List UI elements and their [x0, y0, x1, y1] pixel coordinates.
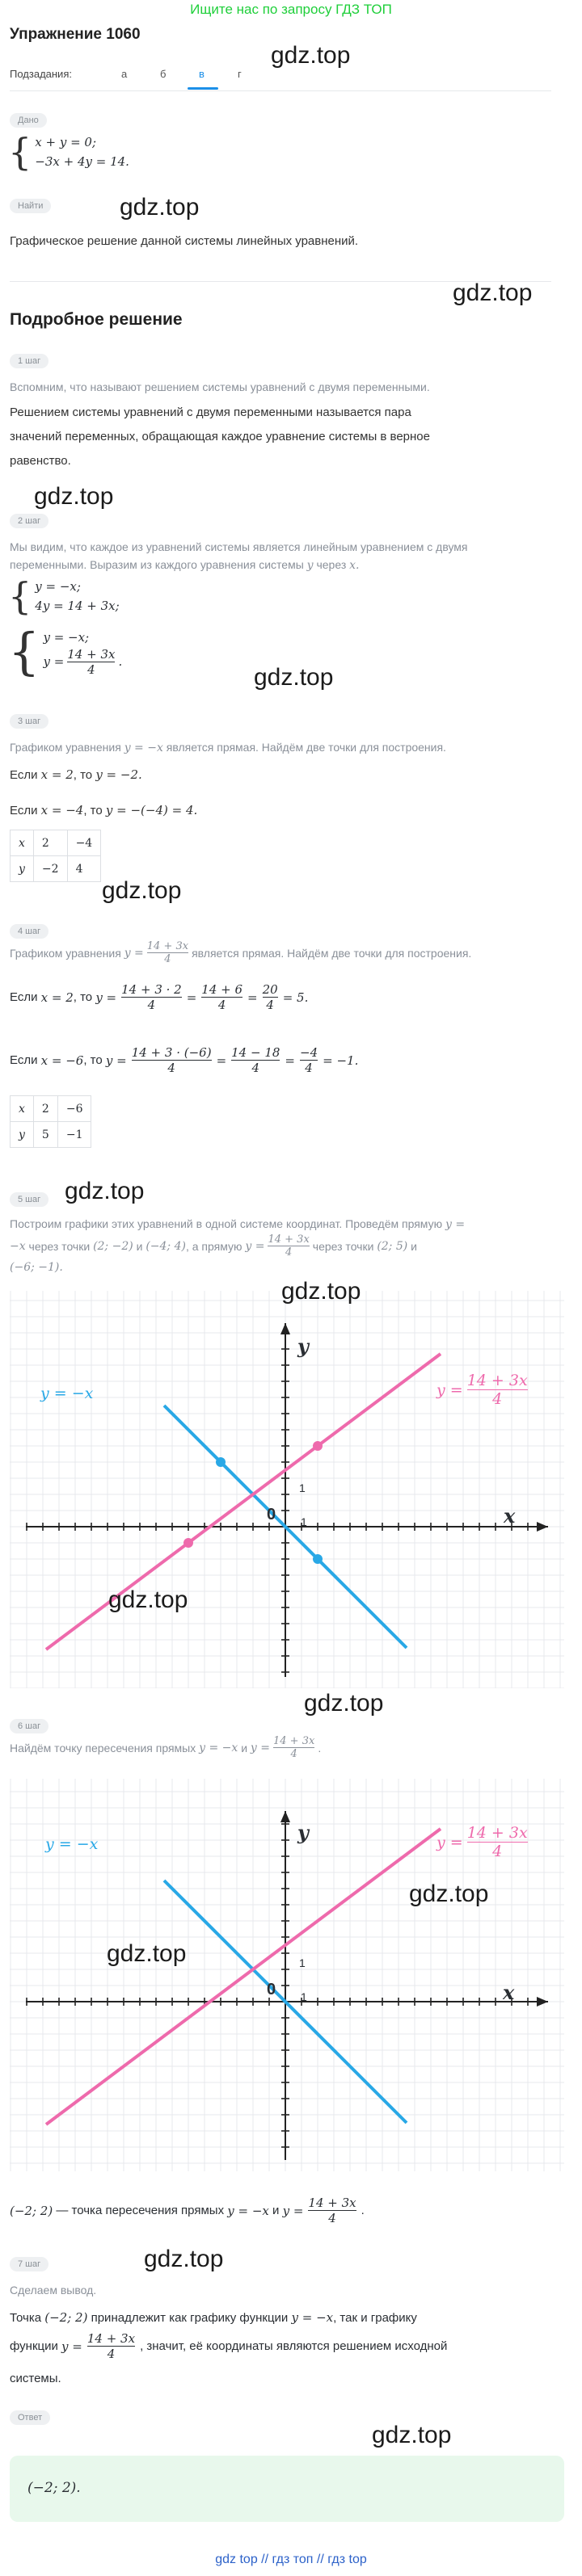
coordinate-graph: [10, 1291, 564, 1688]
axis-y-label: y: [297, 1334, 309, 1358]
step7-line3: системы.: [10, 2372, 61, 2385]
watermark: gdz.top: [304, 1690, 384, 1717]
x-axis-arrow: [537, 1997, 548, 2007]
system-1: { y = −x; 4y = 14 + 3x;: [8, 574, 120, 618]
point-blue: [216, 1457, 226, 1467]
answer-chip: Ответ: [10, 2410, 50, 2425]
step3-line2: Если x = −4, то y = −(−4) = 4.: [10, 803, 198, 817]
unit-x-label: 1: [301, 1515, 307, 1528]
label-pink-line: y = $\frac{14 + 3x}{4}$: [436, 1824, 528, 1860]
subtasks-label: Подзадания:: [10, 68, 72, 80]
table-step3: [10, 830, 101, 882]
watermark: gdz.top: [144, 2246, 224, 2272]
step7-line1: Точка (−2; 2) принадлежит как графику функции y = −x, так и графику: [10, 2310, 417, 2325]
step5-muted: Построим графики этих уравнений в одной системе координат. Проведём прямую y = −x через точки (2; −2) и (−4; 4) , а прямую y = $\frac{14 + 3x}{4}$ через точки (2; 5) и (−6; −1).: [10, 1217, 466, 1274]
table-row: x 2 −4: [11, 830, 101, 856]
y-axis-arrow: [280, 1811, 290, 1822]
tab-v[interactable]: в: [199, 68, 205, 80]
watermark: gdz.top: [281, 1278, 361, 1305]
label-pink-line: y = $\frac{14 + 3x}{4}$: [436, 1372, 528, 1408]
table-row: x 2 −6: [11, 1096, 91, 1122]
footer-link[interactable]: гдз топ: [272, 2553, 314, 2566]
origin-label: 0: [267, 1506, 276, 1523]
watermark: gdz.top: [107, 1940, 187, 1967]
step2-muted: Мы видим, что каждое из уравнений системы является линейным уравнением с двумя переменными. Выразим из каждого уравнения системы y через x.: [10, 540, 468, 572]
find-text: Графическое решение данной системы линейных уравнений.: [10, 234, 359, 248]
table-row: y 5 −1: [11, 1122, 91, 1148]
page-title: Упражнение 1060: [10, 26, 141, 43]
find-chip: Найти: [10, 199, 51, 213]
step6-muted: Найдём точку пересечения прямых y = −x и y = $\frac{14 + 3x}{4}$ .: [10, 1735, 322, 1760]
footer-links: gdz top // гдз топ // гдз top: [215, 2553, 367, 2566]
watermark: gdz.top: [271, 42, 351, 69]
graph-step6: [10, 1779, 564, 2171]
step1-body: Решением системы уравнений с двумя переменными называется пара значений переменных, обращающая каждое уравнение системы в верное равенство.: [10, 406, 430, 468]
step3-chip: 3 шаг: [10, 714, 48, 729]
system-2: { y = −x; y = $\frac{14 + 3x}{4}$ .: [8, 622, 123, 681]
tab-b[interactable]: б: [160, 68, 167, 80]
top-banner[interactable]: Ищите нас по запросу ГДЗ ТОП: [190, 2, 392, 17]
step4-line2: Если x = −6 , то y = $\frac{14 + 3 \cdot (-6)}{4}$ = $\frac{14 - 18}{4}$ = $\frac{-4}{4}$ = −1.: [10, 1045, 359, 1075]
table-step4: [10, 1095, 91, 1148]
label-blue-line: y = −x: [40, 1385, 94, 1402]
watermark: gdz.top: [453, 279, 533, 306]
unit-y-label: 1: [299, 1956, 306, 1969]
origin-label: 0: [267, 1981, 276, 1998]
point-pink: [313, 1441, 323, 1451]
graph-step5: [10, 1278, 564, 1688]
step3-muted: Графиком уравнения y = −x является прямая. Найдём две точки для построения.: [10, 741, 446, 754]
label-blue-line: y = −x: [45, 1835, 99, 1853]
given-eq1: x + y = 0;: [35, 135, 97, 149]
axis-x-label: x: [503, 1981, 515, 2004]
intersection-result: (−2; 2) — точка пересечения прямых y = −x и y = $\frac{14 + 3x}{4}$ .: [10, 2196, 365, 2225]
step6-chip: 6 шаг: [10, 1719, 48, 1733]
active-tab-indicator: [188, 87, 218, 90]
step1-muted: Вспомним, что называют решением системы уравнений с двумя переменными.: [10, 380, 430, 393]
step5-chip: 5 шаг: [10, 1192, 48, 1207]
step2-chip: 2 шаг: [10, 514, 48, 528]
unit-x-label: 1: [301, 1990, 307, 2003]
tab-a[interactable]: а: [121, 68, 128, 80]
given-eq2: −3x + 4y = 14.: [35, 154, 129, 169]
point-pink: [183, 1538, 193, 1548]
answer-value: (−2; 2).: [27, 2480, 81, 2496]
axis-y-label: y: [297, 1821, 309, 1844]
line-pink: [46, 1829, 441, 2124]
x-axis-arrow: [537, 1522, 548, 1532]
step3-line1: Если x = 2, то y = −2.: [10, 767, 142, 782]
footer-link[interactable]: gdz top: [215, 2553, 258, 2566]
table-row: y −2 4: [11, 856, 101, 882]
watermark: gdz.top: [102, 877, 182, 904]
unit-y-label: 1: [299, 1481, 306, 1494]
watermark: gdz.top: [372, 2422, 452, 2448]
step7-line2: функции y = $\frac{14 + 3x}{4}$ , значит, её координаты являются решением исходной: [10, 2331, 448, 2361]
line-pink: [46, 1354, 441, 1649]
step1-chip: 1 шаг: [10, 354, 48, 368]
watermark: gdz.top: [409, 1881, 489, 1907]
footer-link[interactable]: гдз top: [327, 2553, 367, 2566]
given-chip: Дано: [10, 113, 47, 128]
step4-line1: Если x = 2 , то y = $\frac{14 + 3 \cdot 2}{4}$ = $\frac{14 + 6}{4}$ = $\frac{20}{4}$ = 5.: [10, 982, 309, 1012]
watermark: gdz.top: [254, 664, 334, 691]
given-system: { x + y = 0; −3x + 4y = 14.: [8, 130, 129, 174]
step7-chip: 7 шаг: [10, 2257, 48, 2271]
step7-muted: Сделаем вывод.: [10, 2284, 97, 2297]
watermark: gdz.top: [34, 483, 114, 510]
point-blue: [313, 1554, 323, 1564]
watermark: gdz.top: [120, 194, 200, 221]
step4-muted: Графиком уравнения y = $\frac{14 + 3x}{4}$ является прямая. Найдём две точки для построения.: [10, 940, 472, 965]
step4-chip: 4 шаг: [10, 924, 48, 939]
divider: [10, 90, 551, 91]
watermark: gdz.top: [65, 1178, 145, 1204]
solution-title: Подробное решение: [10, 310, 183, 329]
watermark: gdz.top: [108, 1586, 188, 1613]
axis-x-label: x: [504, 1504, 516, 1528]
tab-g[interactable]: г: [238, 68, 242, 80]
answer-box: [10, 2456, 564, 2522]
